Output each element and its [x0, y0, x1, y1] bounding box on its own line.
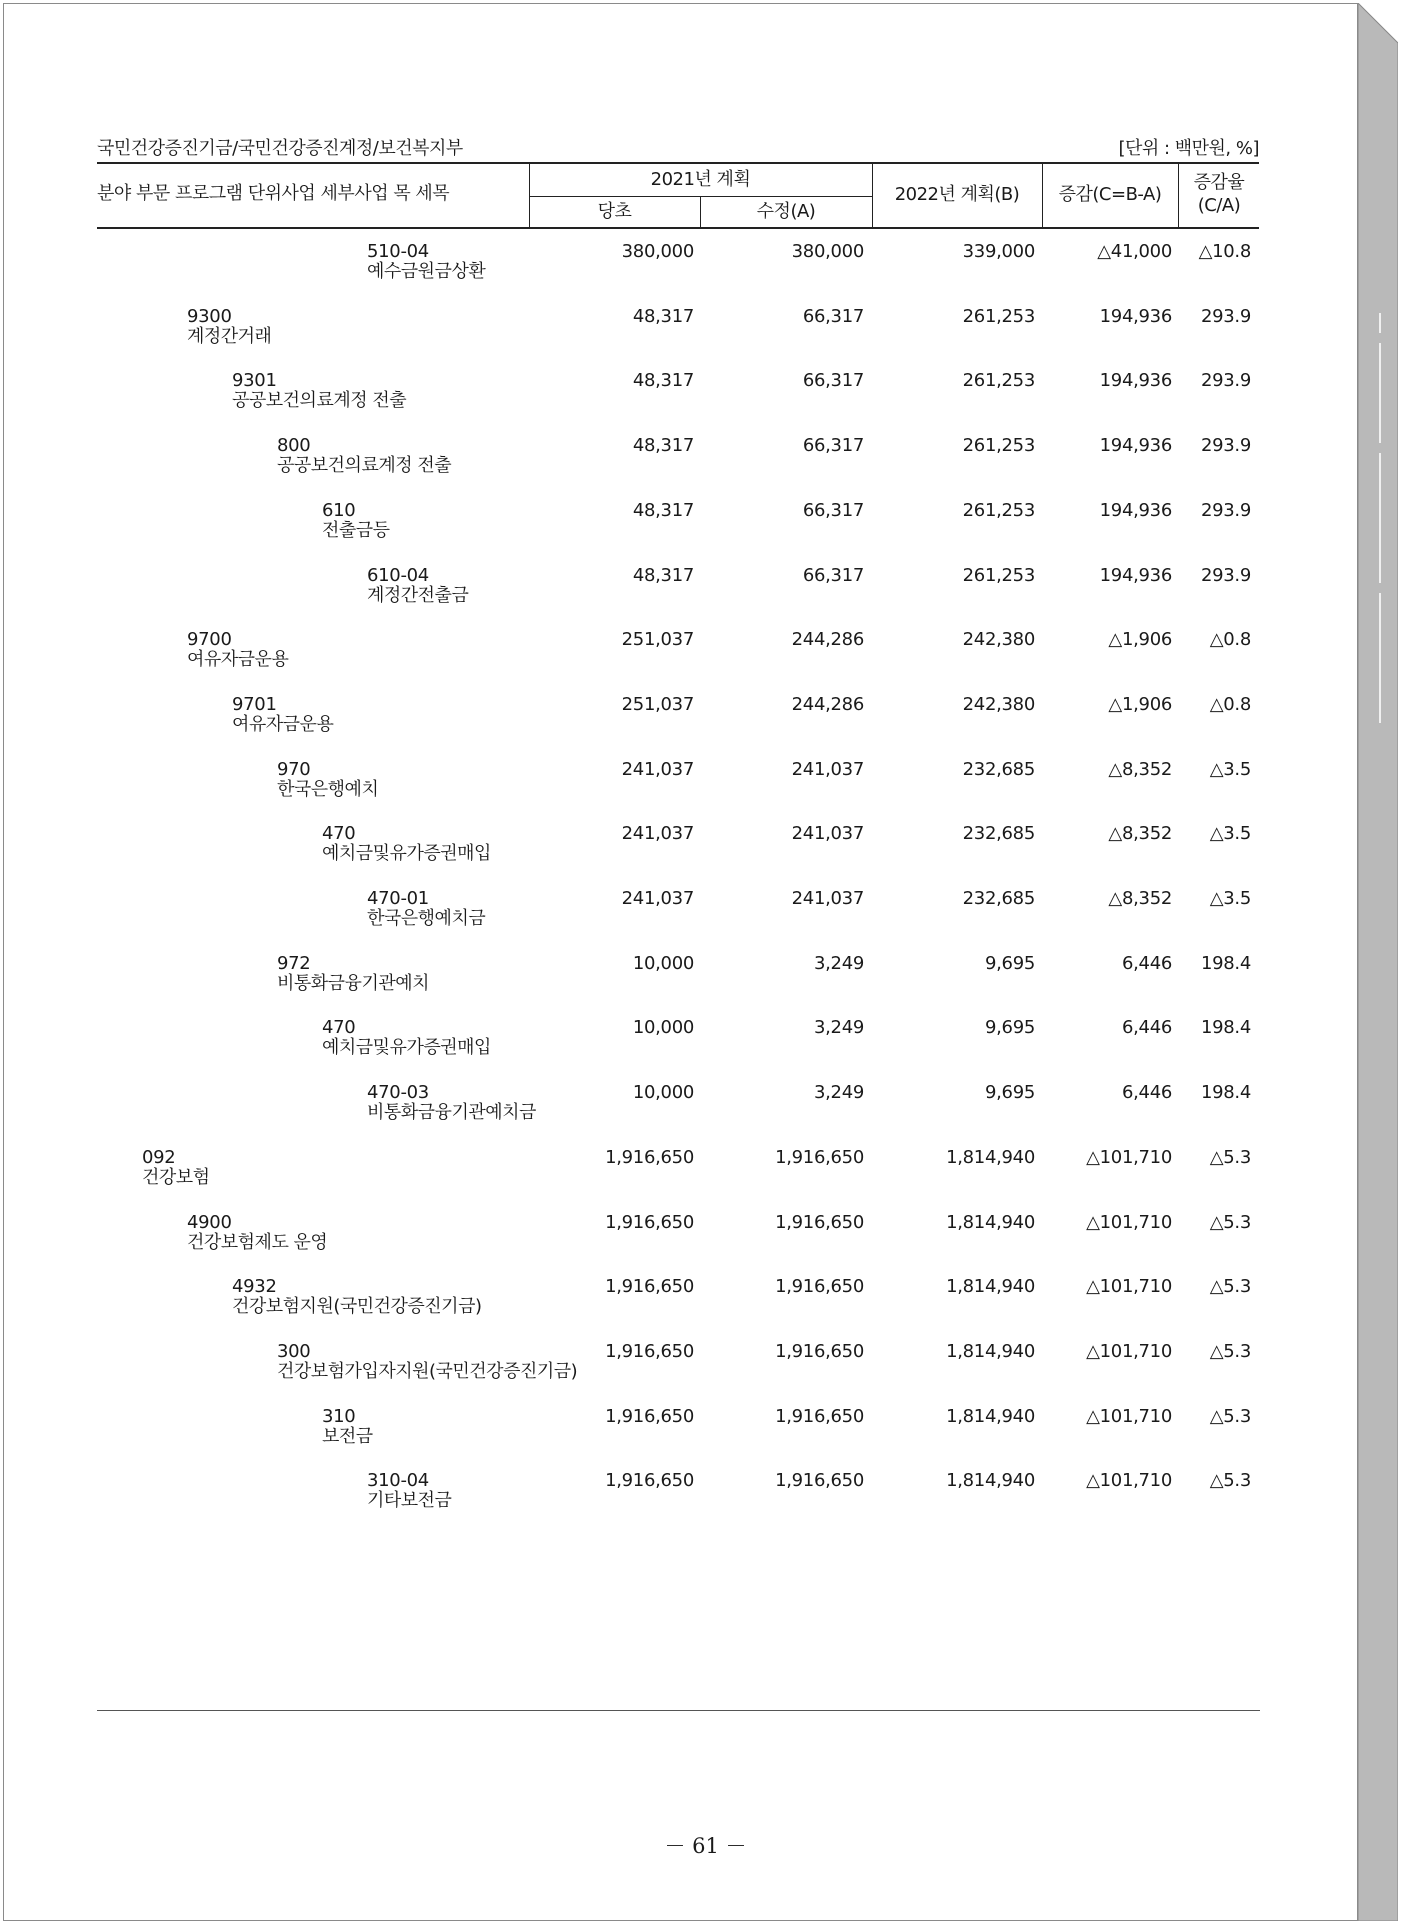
row-original: 241,037: [621, 888, 694, 909]
row-change: 6,446: [1121, 1082, 1172, 1104]
row-revised: 3,249: [813, 952, 864, 974]
plan-2021-header: 2021년 계획: [650, 169, 751, 190]
row-code: 510-04: [367, 241, 429, 262]
row-original: 251,037: [621, 629, 694, 651]
row-code: 470-01: [367, 888, 429, 909]
row-plan-2022: 339,000: [962, 241, 1035, 262]
table-row: [0, 889, 1411, 949]
row-original: 48,317: [632, 305, 694, 327]
table-row: [0, 566, 1411, 626]
table-row: [0, 307, 1411, 367]
table-row: [0, 1277, 1411, 1337]
row-plan-2022: 232,685: [962, 758, 1035, 780]
row-code: 9701: [232, 693, 277, 715]
row-name: 여유자금운용: [232, 713, 334, 735]
row-code: 4900: [187, 1211, 232, 1233]
row-original: 10,000: [632, 1082, 694, 1104]
row-rate: △3.5: [1209, 823, 1251, 845]
row-plan-2022: 261,253: [962, 435, 1035, 457]
row-name: 전출금등: [322, 519, 390, 541]
row-change: 194,936: [1099, 370, 1172, 392]
row-code: 470: [322, 1017, 356, 1039]
row-name: 한국은행예치금: [367, 908, 486, 929]
row-original: 1,916,650: [605, 1470, 694, 1492]
row-change: △8,352: [1108, 888, 1172, 909]
row-revised: 1,916,650: [775, 1211, 864, 1233]
row-plan-2022: 1,814,940: [946, 1276, 1035, 1298]
row-name: 공공보건의료계정 전출: [277, 455, 452, 477]
row-change: △41,000: [1097, 241, 1172, 262]
row-revised: 66,317: [802, 370, 864, 392]
row-revised: 1,916,650: [775, 1470, 864, 1492]
row-name: 예수금원금상환: [367, 261, 486, 282]
row-original: 1,916,650: [605, 1146, 694, 1168]
row-change: △101,710: [1086, 1276, 1172, 1298]
row-rate: 198.4: [1200, 952, 1251, 974]
row-plan-2022: 232,685: [962, 823, 1035, 845]
row-plan-2022: 9,695: [984, 1017, 1035, 1039]
row-plan-2022: 261,253: [962, 499, 1035, 521]
row-revised: 66,317: [802, 435, 864, 457]
row-plan-2022: 1,814,940: [946, 1405, 1035, 1427]
row-name: 건강보험: [142, 1166, 210, 1188]
row-change: △101,710: [1086, 1340, 1172, 1362]
unit-note: [단위 : 백만원, %]: [1118, 138, 1259, 159]
row-change: 6,446: [1121, 1017, 1172, 1039]
row-revised: 66,317: [802, 499, 864, 521]
original-header: 당초: [597, 201, 632, 222]
row-rate: △0.8: [1209, 629, 1251, 651]
row-name: 예치금및유가증권매입: [322, 1037, 491, 1059]
row-original: 1,916,650: [605, 1405, 694, 1427]
row-original: 1,916,650: [605, 1340, 694, 1362]
row-original: 380,000: [621, 241, 694, 262]
row-rate: △5.3: [1209, 1276, 1251, 1298]
table-row: [0, 1407, 1411, 1467]
row-code: 610-04: [367, 564, 429, 586]
change-header: 증감(C=B-A): [1058, 184, 1162, 205]
row-original: 1,916,650: [605, 1276, 694, 1298]
row-rate: △3.5: [1209, 758, 1251, 780]
row-change: △1,906: [1108, 693, 1172, 715]
row-rate: 198.4: [1200, 1017, 1251, 1039]
row-code: 970: [277, 758, 311, 780]
row-change: △1,906: [1108, 629, 1172, 651]
row-rate: △5.3: [1209, 1211, 1251, 1233]
row-rate: △3.5: [1209, 888, 1251, 909]
row-revised: 3,249: [813, 1017, 864, 1039]
row-rate: △0.8: [1209, 693, 1251, 715]
row-name: 한국은행예치: [277, 778, 379, 800]
row-plan-2022: 1,814,940: [946, 1470, 1035, 1492]
table-row: [0, 630, 1411, 690]
row-revised: 241,037: [791, 758, 864, 780]
row-name: 건강보험제도 운영: [187, 1231, 328, 1253]
row-revised: 1,916,650: [775, 1340, 864, 1362]
row-name: 계정간전출금: [367, 584, 469, 606]
table-top-rule: [97, 162, 1259, 164]
row-change: 194,936: [1099, 305, 1172, 327]
row-revised: 244,286: [791, 693, 864, 715]
table-row: [0, 1342, 1411, 1402]
row-original: 48,317: [632, 564, 694, 586]
row-change: 194,936: [1099, 499, 1172, 521]
row-name: 비통화금융기관예치금: [367, 1102, 536, 1124]
row-rate: 198.4: [1200, 1082, 1251, 1104]
row-revised: 66,317: [802, 564, 864, 586]
row-code: 9700: [187, 629, 232, 651]
row-original: 251,037: [621, 693, 694, 715]
row-rate: 293.9: [1200, 435, 1251, 457]
row-name: 공공보건의료계정 전출: [232, 390, 407, 412]
table-row: [0, 501, 1411, 561]
table-row: [0, 1148, 1411, 1208]
hierarchy-header: 분야 부문 프로그램 단위사업 세부사업 목 세목: [97, 183, 450, 204]
table-row: [0, 954, 1411, 1014]
row-change: △101,710: [1086, 1146, 1172, 1168]
row-change: △101,710: [1086, 1405, 1172, 1427]
row-plan-2022: 242,380: [962, 693, 1035, 715]
fund-title: 국민건강증진기금/국민건강증진계정/보건복지부: [97, 138, 463, 159]
row-code: 972: [277, 952, 311, 974]
footer-rule: [97, 1710, 1260, 1711]
row-code: 310-04: [367, 1470, 429, 1492]
row-revised: 1,916,650: [775, 1146, 864, 1168]
row-code: 9300: [187, 305, 232, 327]
row-plan-2022: 1,814,940: [946, 1211, 1035, 1233]
row-plan-2022: 242,380: [962, 629, 1035, 651]
row-plan-2022: 261,253: [962, 305, 1035, 327]
table-row: [0, 1471, 1411, 1531]
row-plan-2022: 261,253: [962, 370, 1035, 392]
table-row: [0, 242, 1411, 302]
row-original: 48,317: [632, 370, 694, 392]
row-code: 800: [277, 435, 311, 457]
row-revised: 1,916,650: [775, 1405, 864, 1427]
row-change: △8,352: [1108, 823, 1172, 845]
table-row: [0, 1213, 1411, 1273]
table-row: [0, 436, 1411, 496]
page-number: － 61 －: [664, 1834, 747, 1858]
row-change: △101,710: [1086, 1211, 1172, 1233]
table-row: [0, 1018, 1411, 1078]
row-rate: △5.3: [1209, 1146, 1251, 1168]
row-rate: △5.3: [1209, 1470, 1251, 1492]
row-name: 여유자금운용: [187, 649, 289, 671]
row-code: 610: [322, 499, 356, 521]
rate-header-line1: 증감율: [1193, 172, 1245, 193]
row-change: 194,936: [1099, 435, 1172, 457]
table-row: [0, 371, 1411, 431]
row-rate: 293.9: [1200, 370, 1251, 392]
row-original: 48,317: [632, 499, 694, 521]
row-original: 10,000: [632, 1017, 694, 1039]
row-code: 470-03: [367, 1082, 429, 1104]
row-original: 241,037: [621, 823, 694, 845]
row-change: 194,936: [1099, 564, 1172, 586]
row-change: 6,446: [1121, 952, 1172, 974]
plan-2022-header: 2022년 계획(B): [894, 184, 1020, 205]
row-plan-2022: 9,695: [984, 952, 1035, 974]
row-original: 48,317: [632, 435, 694, 457]
row-plan-2022: 232,685: [962, 888, 1035, 909]
row-revised: 241,037: [791, 823, 864, 845]
table-row: [0, 760, 1411, 820]
row-revised: 3,249: [813, 1082, 864, 1104]
row-rate: △5.3: [1209, 1405, 1251, 1427]
table-row: [0, 695, 1411, 755]
row-name: 보전금: [322, 1425, 373, 1447]
row-name: 예치금및유가증권매입: [322, 843, 491, 865]
row-code: 470: [322, 823, 356, 845]
row-rate: 293.9: [1200, 564, 1251, 586]
row-rate: 293.9: [1200, 305, 1251, 327]
row-name: 건강보험가입자지원(국민건강증진기금): [277, 1360, 578, 1382]
row-revised: 1,916,650: [775, 1276, 864, 1298]
row-plan-2022: 9,695: [984, 1082, 1035, 1104]
row-plan-2022: 1,814,940: [946, 1340, 1035, 1362]
table-row: [0, 824, 1411, 884]
row-name: 계정간거래: [187, 325, 272, 347]
row-rate: △5.3: [1209, 1340, 1251, 1362]
row-original: 1,916,650: [605, 1211, 694, 1233]
row-code: 092: [142, 1146, 176, 1168]
row-revised: 244,286: [791, 629, 864, 651]
row-revised: 380,000: [791, 241, 864, 262]
row-name: 비통화금융기관예치: [277, 972, 429, 994]
row-original: 241,037: [621, 758, 694, 780]
row-original: 10,000: [632, 952, 694, 974]
row-code: 310: [322, 1405, 356, 1427]
revised-header: 수정(A): [756, 201, 816, 222]
row-code: 4932: [232, 1276, 277, 1298]
row-plan-2022: 1,814,940: [946, 1146, 1035, 1168]
row-code: 300: [277, 1340, 311, 1362]
row-name: 기타보전금: [367, 1490, 452, 1512]
row-change: △8,352: [1108, 758, 1172, 780]
rate-header-line2: (C/A): [1197, 195, 1241, 216]
table-row: [0, 1083, 1411, 1143]
row-name: 건강보험지원(국민건강증진기금): [232, 1296, 482, 1318]
row-change: △101,710: [1086, 1470, 1172, 1492]
row-plan-2022: 261,253: [962, 564, 1035, 586]
row-revised: 241,037: [791, 888, 864, 909]
row-code: 9301: [232, 370, 277, 392]
row-rate: 293.9: [1200, 499, 1251, 521]
row-rate: △10.8: [1198, 241, 1251, 262]
table-header-bottom-rule: [97, 227, 1259, 229]
row-revised: 66,317: [802, 305, 864, 327]
